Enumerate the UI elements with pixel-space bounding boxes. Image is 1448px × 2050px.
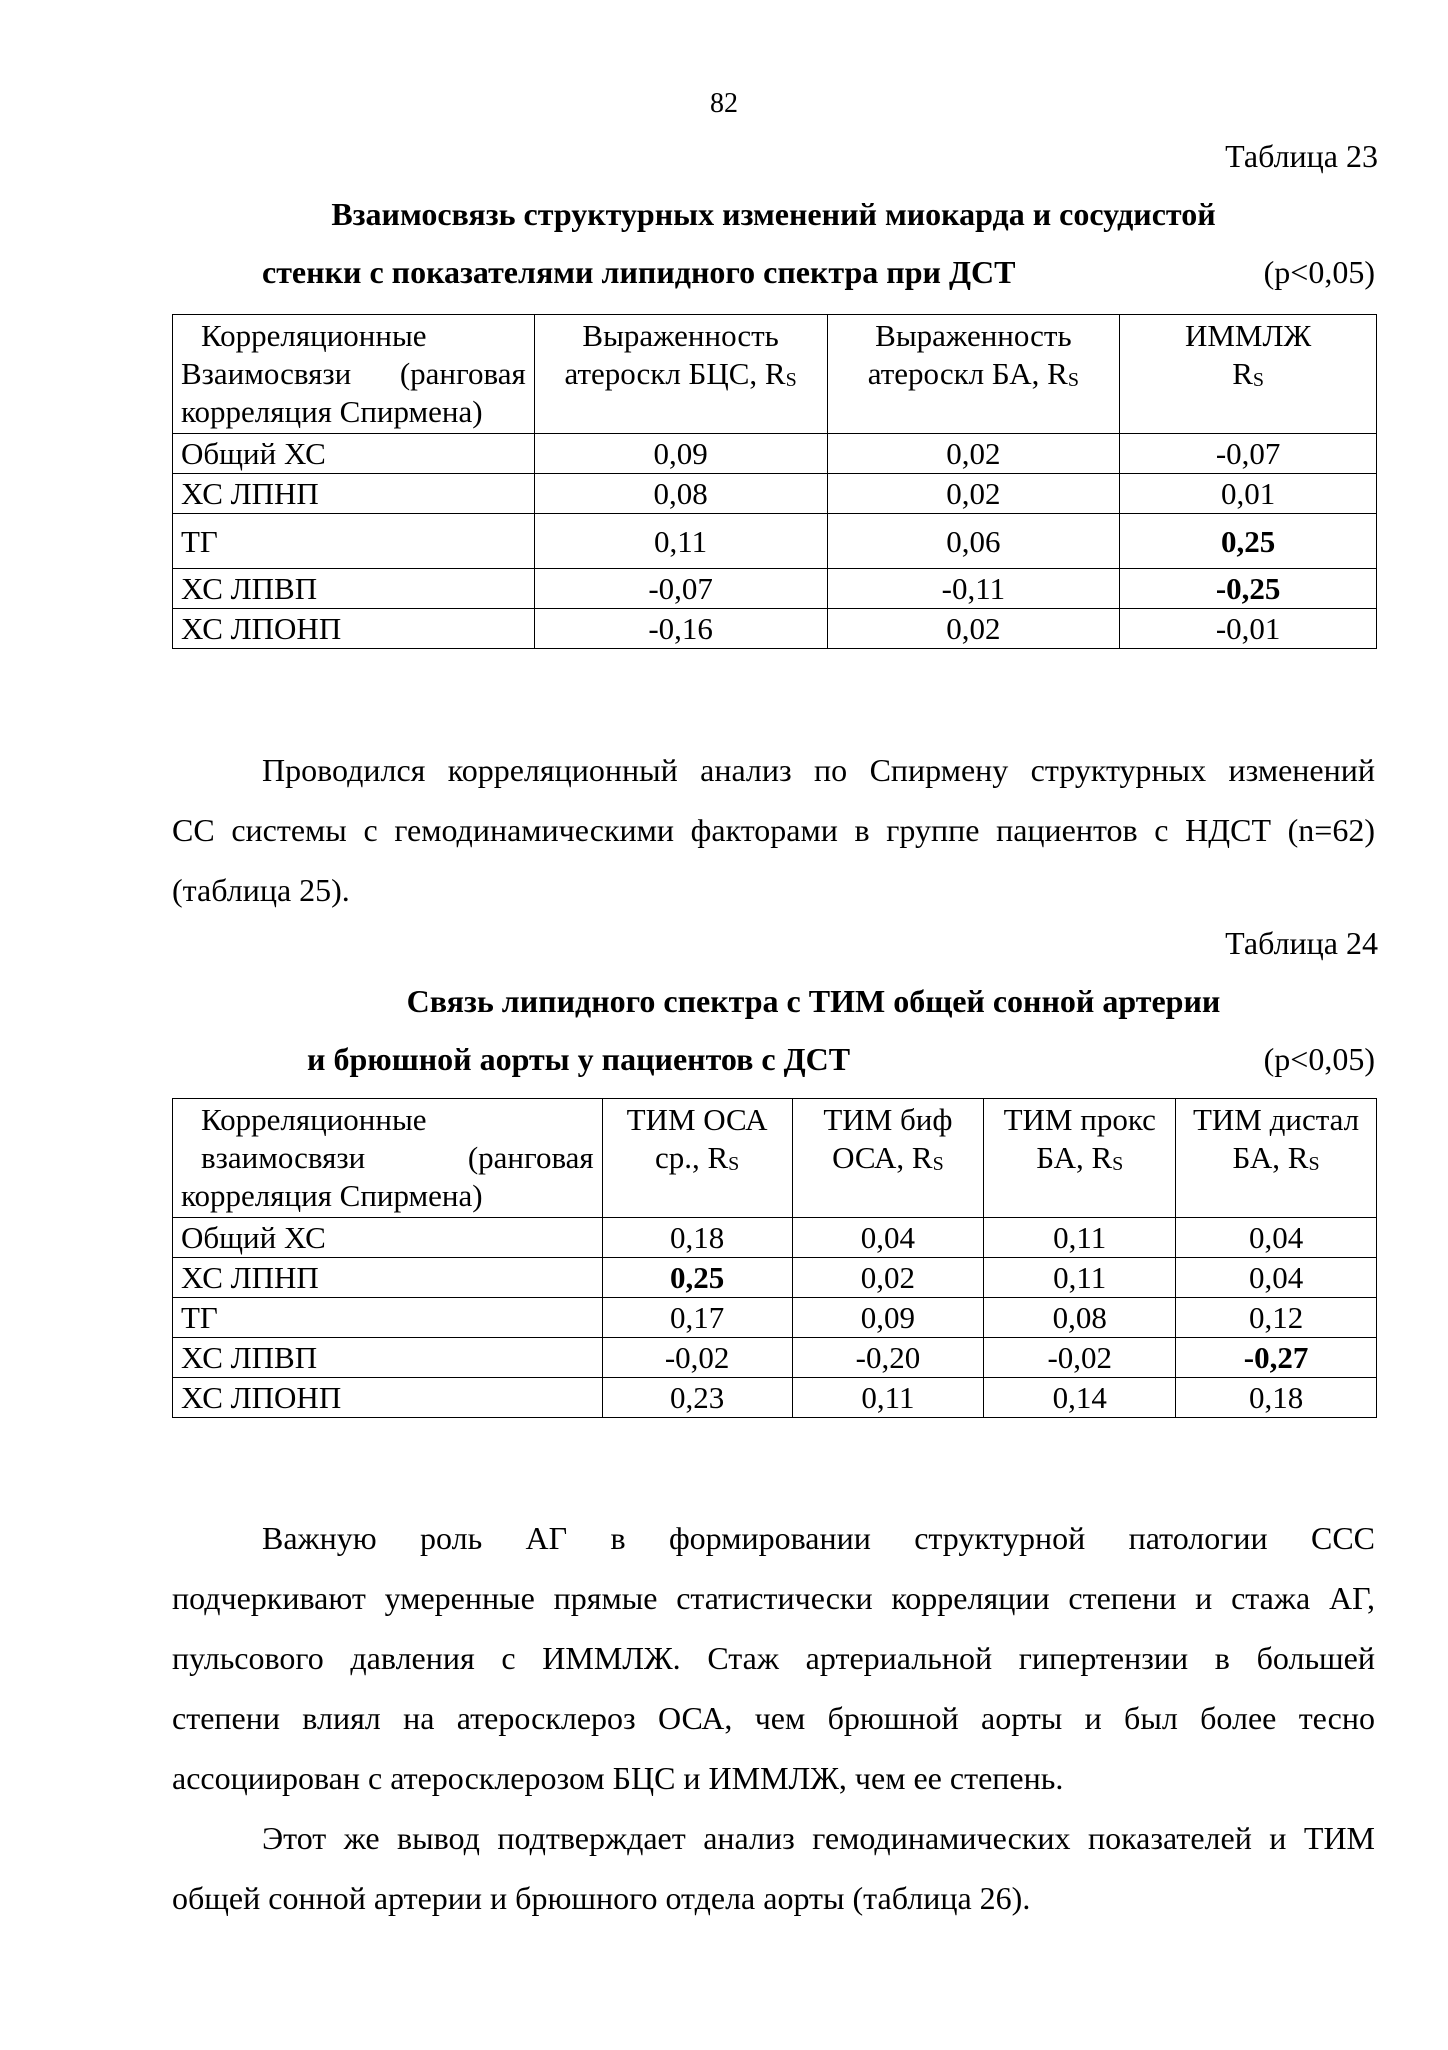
table-row	[173, 1218, 1377, 1258]
cell: -0,07	[1120, 434, 1377, 474]
cell: 0,11	[534, 514, 827, 569]
table-row	[173, 609, 1377, 649]
paragraph-3: Этот же вывод подтверждает анализ гемодинамических показателей и ТИМ общей сонной артерии и брюшного отдела аорты (таблица 26).	[172, 1820, 1375, 1916]
cell: 0,04	[1176, 1218, 1377, 1258]
cell: 0,08	[534, 474, 827, 514]
table-row	[173, 1298, 1377, 1338]
cell: 0,04	[1176, 1258, 1377, 1298]
cell: 0,09	[534, 434, 827, 474]
row-label: ХС ЛПВП	[173, 569, 535, 609]
row-label: ХС ЛПНП	[173, 474, 535, 514]
table-23-label: Таблица 23	[1225, 138, 1378, 174]
cell: -0,02	[984, 1338, 1176, 1378]
cell: -0,11	[827, 569, 1120, 609]
row-label: Общий ХС	[173, 434, 535, 474]
cell: 0,18	[602, 1218, 792, 1258]
table-24-title-line1: Связь липидного спектра с ТИМ общей сонной артерии	[406, 983, 1221, 1019]
cell: -0,01	[1120, 609, 1377, 649]
table-23-header-correlations: Корреляционные Взаимосвязи (ранговая корреляция Спирмена)	[173, 315, 535, 434]
table-24-title-line2: и брюшной аорты у пациентов с ДСТ	[307, 1041, 851, 1077]
table-23-p-value: (p<0,05)	[1263, 254, 1375, 290]
cell: 0,17	[602, 1298, 792, 1338]
cell-significant: 0,25	[602, 1258, 792, 1298]
table-23-header-ba: Выраженность атероскл БА, $R_S$	[827, 315, 1120, 434]
table-24-header-ba-dist: ТИМ дистал БА, $R_S$	[1176, 1099, 1377, 1218]
table-row	[173, 1378, 1377, 1418]
row-label: ХС ЛПОНП	[173, 1378, 603, 1418]
cell-significant: 0,25	[1120, 514, 1377, 569]
table-row	[173, 514, 1377, 569]
cell: 0,18	[1176, 1378, 1377, 1418]
table-23-title-line2: стенки с показателями липидного спектра при ДСТ	[262, 254, 1016, 290]
table-row	[173, 1338, 1377, 1378]
cell: 0,02	[827, 474, 1120, 514]
paragraph-2: Важную роль АГ в формировании структурной патологии ССС подчеркивают умеренные прямые статистически корреляции степени и стажа АГ, пульсового давления с ИММЛЖ. Стаж артериальной гипертензии в большей степени влиял на атеросклероз ОСА, чем брюшной аорты и был более тесно ассоциирован с атеросклерозом БЦС и ИММЛЖ, чем ее степень.	[172, 1520, 1375, 1796]
cell: 0,23	[602, 1378, 792, 1418]
cell: -0,16	[534, 609, 827, 649]
row-label: ХС ЛПНП	[173, 1258, 603, 1298]
table-24-header-row	[173, 1099, 1377, 1218]
cell-significant: -0,27	[1176, 1338, 1377, 1378]
table-24-header-osa-avg: ТИМ ОСА ср., $R_S$	[602, 1099, 792, 1218]
table-23-title-line1: Взаимосвязь структурных изменений миокарда и сосудистой	[331, 196, 1216, 232]
row-label: ХС ЛПОНП	[173, 609, 535, 649]
cell: -0,02	[602, 1338, 792, 1378]
table-23	[172, 314, 1377, 649]
cell: 0,02	[827, 609, 1120, 649]
table-23-header-bcs: Выраженность атероскл БЦС, $R_S$	[534, 315, 827, 434]
row-label: ХС ЛПВП	[173, 1338, 603, 1378]
table-23-header-immlzh: ИММЛЖ $R_S$	[1120, 315, 1377, 434]
table-row	[173, 1258, 1377, 1298]
cell: 0,11	[984, 1258, 1176, 1298]
cell: 0,02	[792, 1258, 984, 1298]
cell-significant: -0,25	[1120, 569, 1377, 609]
table-24-label: Таблица 24	[1225, 925, 1378, 961]
table-24-header-correlations: Корреляционные взаимосвязи (ранговая корреляция Спирмена)	[173, 1099, 603, 1218]
cell: 0,12	[1176, 1298, 1377, 1338]
cell: 0,01	[1120, 474, 1377, 514]
cell: -0,20	[792, 1338, 984, 1378]
table-row	[173, 569, 1377, 609]
table-23-title-line2-wrap	[172, 254, 1375, 291]
row-label: ТГ	[173, 514, 535, 569]
cell: 0,11	[984, 1218, 1176, 1258]
row-label: Общий ХС	[173, 1218, 603, 1258]
table-24-header-ba-prox: ТИМ прокс БА, $R_S$	[984, 1099, 1176, 1218]
table-24	[172, 1098, 1377, 1418]
cell: 0,04	[792, 1218, 984, 1258]
table-24-title-line2-wrap	[172, 1041, 1375, 1078]
table-row	[173, 474, 1377, 514]
cell: 0,08	[984, 1298, 1176, 1338]
row-label: ТГ	[173, 1298, 603, 1338]
table-24-header-osa-bif: ТИМ биф ОСА, $R_S$	[792, 1099, 984, 1218]
cell: 0,06	[827, 514, 1120, 569]
cell: 0,02	[827, 434, 1120, 474]
paragraph-1: Проводился корреляционный анализ по Спирмену структурных изменений СС системы с гемодинамическими факторами в группе пациентов с НДСТ (n=62) (таблица 25).	[172, 752, 1375, 908]
cell: -0,07	[534, 569, 827, 609]
table-24-p-value: (p<0,05)	[1263, 1041, 1375, 1077]
cell: 0,11	[792, 1378, 984, 1418]
table-row	[173, 434, 1377, 474]
cell: 0,09	[792, 1298, 984, 1338]
cell: 0,14	[984, 1378, 1176, 1418]
page-number: 82	[710, 88, 738, 119]
table-23-header-row	[173, 315, 1377, 434]
